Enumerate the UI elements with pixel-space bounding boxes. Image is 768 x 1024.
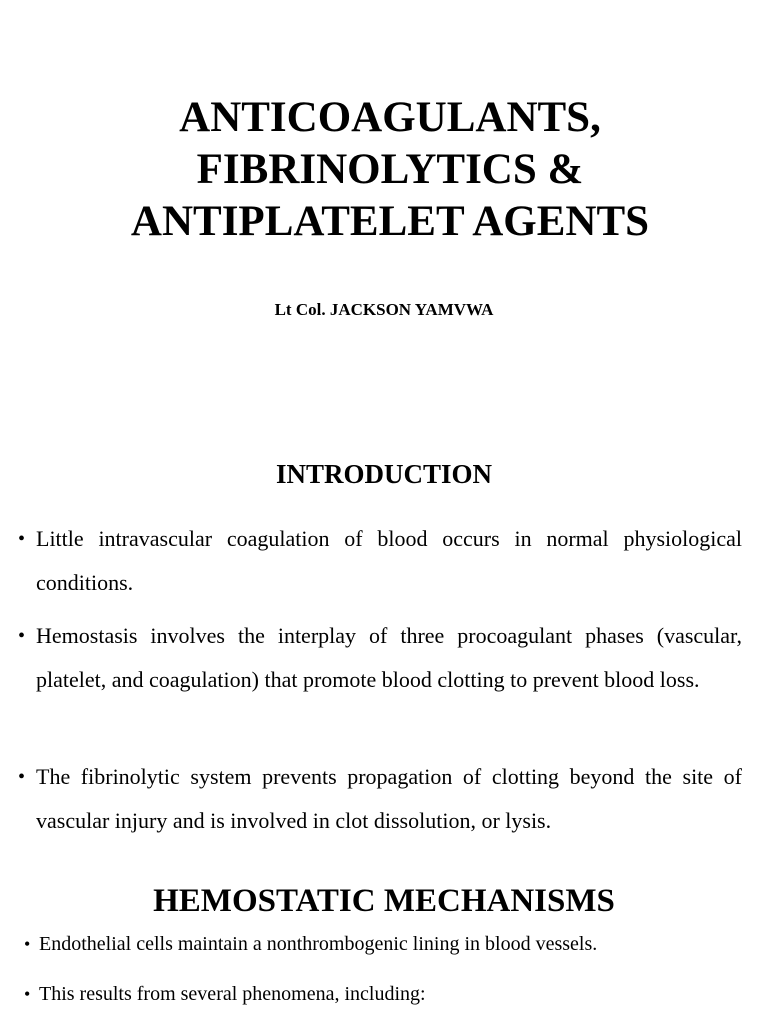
introduction-heading: INTRODUCTION <box>275 459 493 489</box>
hemostatic-mechanisms-heading: HEMOSTATIC MECHANISMS <box>153 883 615 919</box>
title-line-2: FIBRINOLYTICS & <box>196 146 584 193</box>
page-title <box>40 92 740 248</box>
bullet-text: Little intravascular coagulation of blood occurs in normal physiological conditions. <box>36 526 742 595</box>
bullet-text: The fibrinolytic system prevents propagation of clotting beyond the site of vascular injury and is involved in clot dissolution, or lysis. <box>36 764 742 833</box>
bullet-text: Hemostasis involves the interplay of three procoagulant phases (vascular, platelet, and coagulation) that promote blood clotting to prevent blood loss. <box>36 623 742 692</box>
bullet-icon: • <box>24 934 31 954</box>
title-line-1: ANTICOAGULANTS, <box>179 94 601 141</box>
author-name: Lt Col. JACKSON YAMVWA <box>274 300 494 319</box>
bullet-text: This results from several phenomena, including: <box>39 983 426 1005</box>
bullet-icon: • <box>24 984 31 1004</box>
bullet-icon: • <box>18 625 26 647</box>
title-line-3: ANTIPLATELET AGENTS <box>130 198 650 245</box>
bullet-icon: • <box>18 766 26 788</box>
bullet-icon: • <box>18 528 26 550</box>
bullet-text: Endothelial cells maintain a nonthrombogenic lining in blood vessels. <box>39 933 598 955</box>
